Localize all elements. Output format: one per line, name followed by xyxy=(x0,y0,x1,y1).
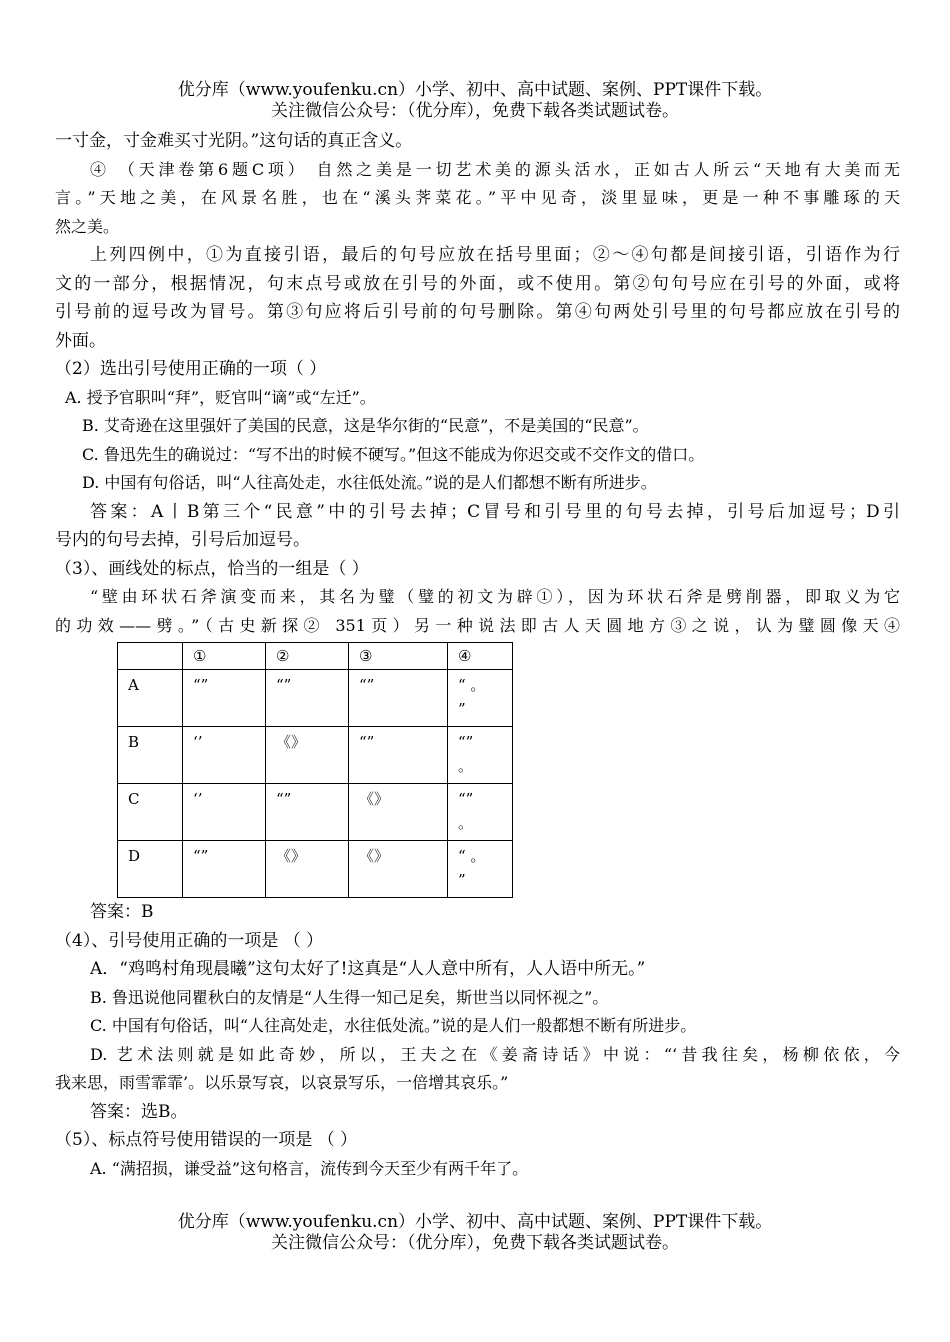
question-3-answer: 答案：B xyxy=(90,902,154,922)
paragraph-line: 引号前的逗号改为冒号。第③句应将后引号前的句号删除。第④句两处引号里的句号都应放在引号的 xyxy=(55,302,900,322)
table-cell: “” 。 xyxy=(448,727,513,784)
question-2-answer: 答案：A丨B第三个“民意”中的引号去掉；C冒号和引号里的句号去掉，引号后加逗号；D引 xyxy=(90,501,900,522)
table-cell: 《》 xyxy=(266,727,349,784)
table-cell: 《》 xyxy=(266,841,349,898)
page-footer xyxy=(0,1212,950,1254)
question-3-stem: （3）、画线处的标点，恰当的一组是（ ） xyxy=(55,558,369,579)
table-header-row xyxy=(118,643,513,670)
table-cell: C xyxy=(118,784,183,841)
paragraph-line: ④ （天津卷第6题C项） 自然之美是一切艺术美的源头活水，正如古人所云“天地有大美而无 xyxy=(90,159,900,179)
paragraph-line: 上列四例中，①为直接引语，最后的句号应放在括号里面；②～④句都是间接引语，引语作为行 xyxy=(90,245,900,265)
question-4-option-d: D. 艺术法则就是如此奇妙，所以，王夫之在《姜斋诗话》中说：“‘昔我往矣，杨柳依依，今 xyxy=(90,1044,900,1064)
table-row xyxy=(118,670,513,727)
table-cell: B xyxy=(118,727,183,784)
punctuation-options-table xyxy=(117,642,513,898)
footer-line-1: 优分库（www.youfenku.cn）小学、初中、高中试题、案例、PPT课件下载。 xyxy=(177,1212,773,1232)
question-2-answer-cont: 号内的句号去掉，引号后加逗号。 xyxy=(55,530,310,550)
question-2-option-b: B. 艾奇逊在这里强奸了美国的民意，这是华尔街的“民意”，不是美国的“民意”。 xyxy=(82,416,649,435)
paragraph-line: 一寸金，寸金难买寸光阴。”这句话的真正含义。 xyxy=(55,131,413,151)
table-cell: ③ xyxy=(349,643,448,670)
question-4-option-b: B. 鲁迅说他同瞿秋白的友情是“人生得一知己足矣，斯世当以同怀视之”。 xyxy=(90,987,609,1007)
table-cell: “” xyxy=(349,727,448,784)
question-4-answer: 答案：选B。 xyxy=(90,1101,188,1122)
table-cell: ‘’ xyxy=(183,727,266,784)
question-4-option-c: C. 中国有句俗话，叫“人往高处走，水往低处流。”说的是人们一般都想不断有所进步。 xyxy=(90,1016,697,1035)
header-line-1: 优分库（www.youfenku.cn）小学、初中、高中试题、案例、PPT课件下载。 xyxy=(177,80,773,100)
table-cell: “” xyxy=(349,670,448,727)
table-cell: ① xyxy=(183,643,266,670)
paragraph-line: 然之美。 xyxy=(55,216,120,236)
paragraph-line: 言。”天地之美，在风景名胜，也在“溪头荠菜花。”平中见奇，淡里显味，更是一种不事雕琢的天 xyxy=(55,188,900,207)
table-cell: A xyxy=(118,670,183,727)
question-5-stem: （5）、标点符号使用错误的一项是 （ ） xyxy=(55,1130,358,1150)
table-row xyxy=(118,727,513,784)
paragraph-line: 文的一部分，根据情况，句末点号或放在引号的外面，或不使用。第②句句号应在引号的外面，或将 xyxy=(55,273,900,294)
table-cell: “” xyxy=(266,784,349,841)
table-cell: “” xyxy=(266,670,349,727)
question-4-option-a: A．“鸡鸣村角现晨曦”这句太好了!这真是“人人意中所有，人人语中所无。” xyxy=(90,959,646,979)
page-header xyxy=(0,80,950,122)
table-cell: 《》 xyxy=(349,784,448,841)
table-row xyxy=(118,841,513,898)
table-cell: D xyxy=(118,841,183,898)
question-2-option-a: A. 授予官职叫“拜”，贬官叫“谪”或“左迁”。 xyxy=(65,387,376,407)
table-cell: 《》 xyxy=(349,841,448,898)
table-cell: “” xyxy=(183,841,266,898)
question-3-passage: “壁由环状石斧演变而来，其名为璧（璧的初文为辟①），因为环状石斧是劈削器，即取义为它 xyxy=(90,587,900,606)
table-cell: ④ xyxy=(448,643,513,670)
question-2-option-c: C. 鲁迅先生的确说过：“写不出的时候不硬写。”但这不能成为你迟交或不交作文的借口。 xyxy=(82,444,705,464)
question-4-stem: （4）、引号使用正确的一项是 （ ） xyxy=(55,930,324,951)
table-row xyxy=(118,784,513,841)
table-cell: “” xyxy=(183,670,266,727)
paragraph-line: 外面。 xyxy=(55,330,106,351)
table-cell: “ 。 ” xyxy=(448,670,513,727)
question-3-passage: 的功效——劈。”（古史新探② 351页）另一种说法即古人天圆地方③之说，认为璧圆像天④ xyxy=(55,615,900,635)
table-cell: “” 。 xyxy=(448,784,513,841)
footer-line-2: 关注微信公众号：（优分库），免费下载各类试题试卷。 xyxy=(271,1233,679,1253)
question-5-option-a: A. “满招损，谦受益”这句格言，流传到今天至少有两千年了。 xyxy=(90,1158,529,1178)
question-2-stem: （2）选出引号使用正确的一项（ ） xyxy=(55,359,327,379)
header-line-2: 关注微信公众号：（优分库），免费下载各类试题试卷。 xyxy=(271,101,679,121)
document-body xyxy=(55,127,900,1183)
table-cell xyxy=(118,643,183,670)
table-cell: ② xyxy=(266,643,349,670)
table-cell: ‘’ xyxy=(183,784,266,841)
question-2-option-d: D. 中国有句俗话，叫“人往高处走，水往低处流。”说的是人们都想不断有所进步。 xyxy=(82,473,657,492)
question-4-option-d-cont: 我来思，雨雪霏霏’。以乐景写哀，以哀景写乐，一倍增其哀乐。” xyxy=(55,1073,509,1092)
table-cell: “ 。 ” xyxy=(448,841,513,898)
